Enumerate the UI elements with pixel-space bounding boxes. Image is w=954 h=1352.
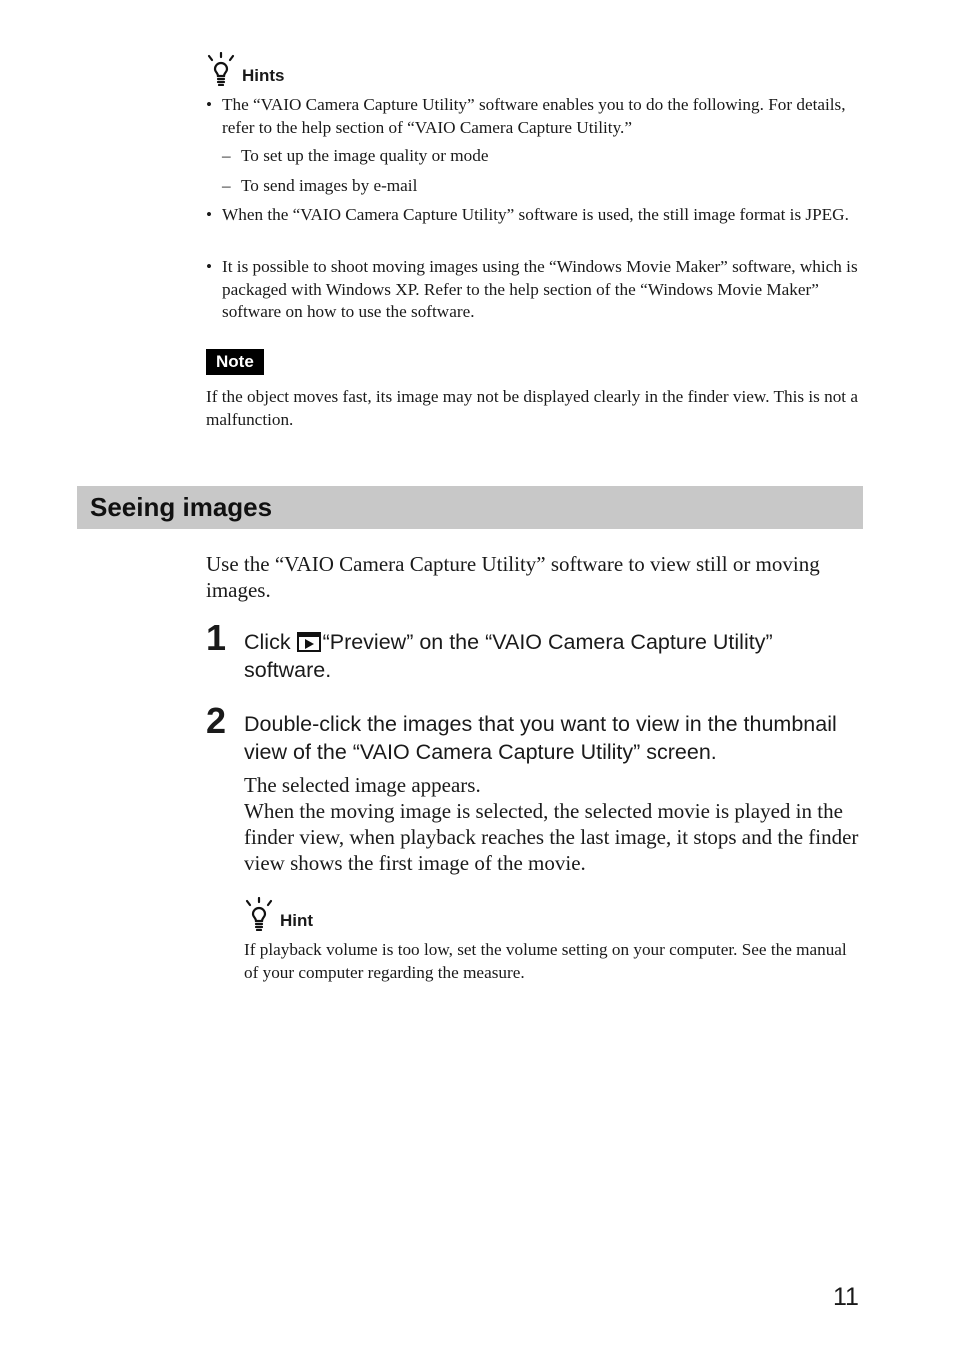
hints-bullet-text: It is possible to shoot moving images using the “Windows Movie Maker” software, which is packaged with Windows XP. Refer to the help section of the “Windows Movie Maker” software on how to use the software.: [222, 257, 858, 321]
hints-sub-item-1: [222, 145, 862, 168]
step-1-label: “Preview” on the “VAIO Camera Capture Utility” software.: [244, 630, 773, 682]
section-heading-bar: [77, 486, 863, 529]
hints-sub-item-2: [222, 175, 862, 198]
dash-icon: –: [222, 146, 231, 165]
step-1-text: [244, 628, 844, 684]
hints-bullet-2: [206, 204, 866, 227]
hint-header: [243, 897, 313, 931]
step-number: 2: [206, 700, 227, 741]
step-2-result-line2: When the moving image is selected, the selected movie is played in the finder view, when playback reaches the last image, it stops and the finder view shows the first image of the movie.: [244, 799, 859, 875]
hints-sub-item-text: To send images by e-mail: [241, 176, 418, 195]
step-2-result-line1: The selected image appears.: [244, 773, 481, 797]
note-badge: Note: [206, 349, 264, 375]
bullet-icon: •: [206, 205, 213, 224]
section-title: Seeing images: [90, 492, 273, 522]
bullet-icon: •: [206, 95, 213, 114]
hints-bullet-text: When the “VAIO Camera Capture Utility” software is used, the still image format is JPEG.: [222, 205, 849, 224]
hint-text: If playback volume is too low, set the volume setting on your computer. See the manual of your computer regarding the measure.: [244, 940, 847, 982]
hints-bullet-3: [206, 256, 866, 324]
step-2-text: Double-click the images that you want to view in the thumbnail view of the “VAIO Camera Capture Utility” screen.: [244, 712, 837, 764]
step-number: 1: [206, 617, 227, 658]
bullet-icon: •: [206, 257, 213, 276]
hints-bullet-1: [206, 94, 866, 139]
lightbulb-icon: [243, 897, 275, 931]
hints-bullet-text: The “VAIO Camera Capture Utility” software enables you to do the following. For details, refer to the help section of “VAIO Camera Capture Utility.”: [222, 95, 846, 137]
preview-icon: [297, 632, 321, 652]
hint-label: Hint: [280, 911, 314, 930]
note-text: If the object moves fast, its image may not be displayed clearly in the finder view. This is not a malfunction.: [206, 387, 858, 429]
section-intro: Use the “VAIO Camera Capture Utility” software to view still or moving images.: [206, 552, 820, 602]
lightbulb-icon: [205, 52, 237, 86]
hints-header: [205, 52, 285, 86]
hints-label: Hints: [242, 66, 285, 85]
page-number: 11: [833, 1283, 859, 1311]
step-1-prefix: Click: [244, 630, 297, 654]
hints-sub-item-text: To set up the image quality or mode: [241, 146, 489, 165]
dash-icon: –: [222, 176, 231, 195]
